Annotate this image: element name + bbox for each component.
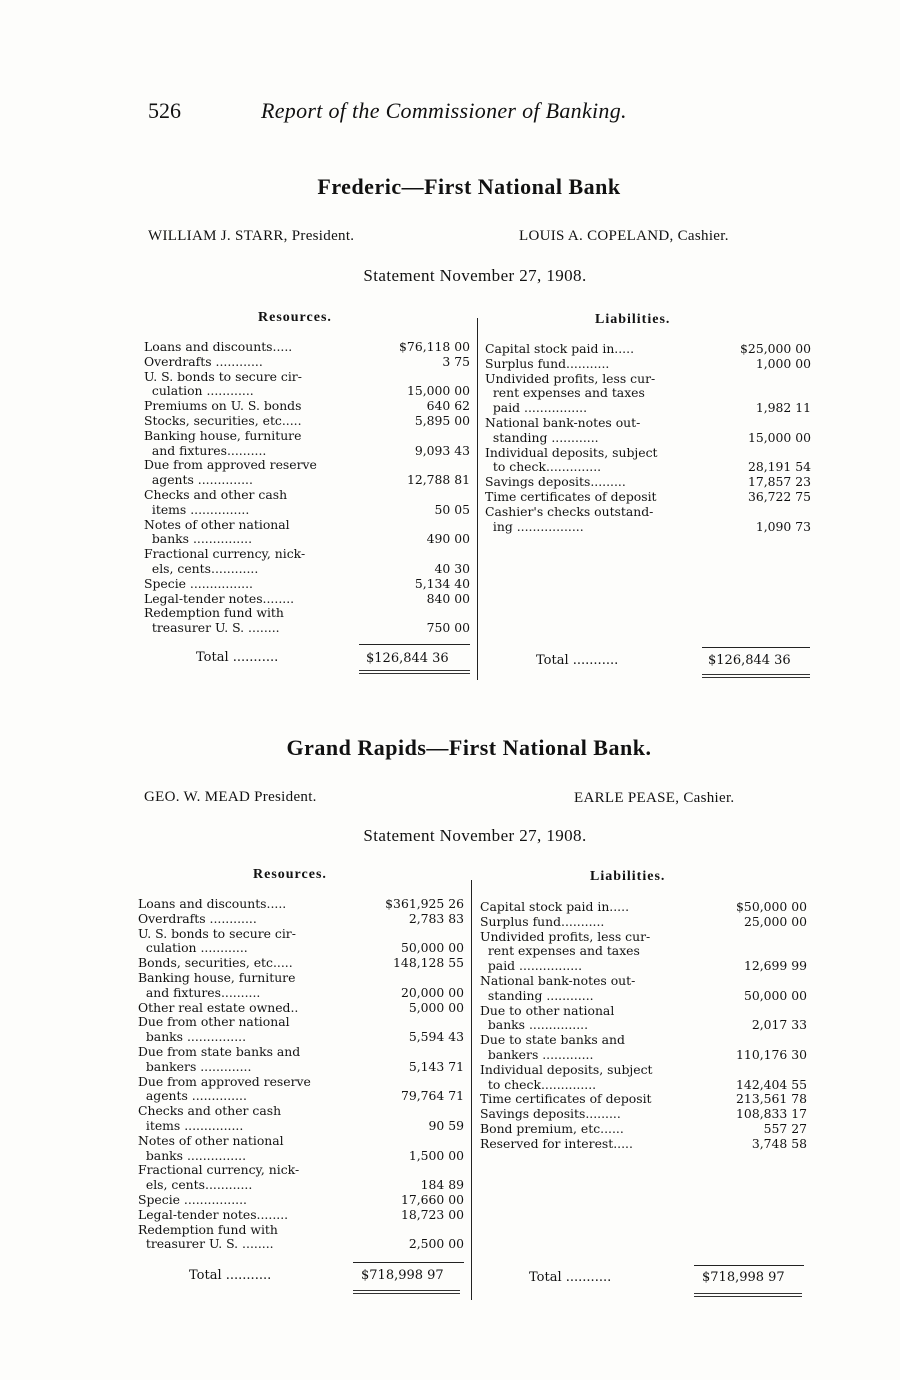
line-label: els, cents............ — [138, 1177, 253, 1193]
line-label: Surplus fund........... — [480, 913, 605, 929]
line-amount: 15,000 00 — [406, 383, 470, 399]
line-label: Bond premium, etc...... — [480, 1120, 624, 1136]
line-label: culation ............ — [138, 940, 248, 956]
resource-line — [144, 621, 470, 636]
liability-line — [485, 372, 811, 387]
liabilities-list — [485, 342, 811, 534]
line-label: National bank-notes out- — [480, 972, 636, 988]
line-label: standing ............ — [480, 987, 594, 1003]
line-label: Bonds, securities, etc..... — [138, 955, 293, 971]
line-amount: 1,000 00 — [755, 355, 811, 371]
line-label: Fractional currency, nick- — [144, 546, 306, 562]
resources-heading: Resources. — [253, 867, 327, 882]
line-amount: 557 27 — [763, 1120, 807, 1136]
liability-line — [485, 357, 811, 372]
liability-line — [480, 1122, 807, 1137]
line-label: Due from other national — [138, 1014, 290, 1030]
resource-line — [138, 897, 464, 912]
bank-title: Grand Rapids—First National Bank. — [286, 735, 652, 760]
resource-line — [138, 1030, 464, 1045]
resource-line — [144, 518, 470, 533]
line-label: Legal-tender notes........ — [144, 590, 295, 606]
line-amount: 25,000 00 — [743, 913, 807, 929]
line-label: Time certificates of deposit — [480, 1091, 652, 1107]
resources-total-value: $126,844 36 — [366, 651, 449, 666]
line-label: Due to other national — [480, 1002, 615, 1018]
line-label: Due from approved reserve — [138, 1073, 311, 1089]
line-label: banks ............... — [480, 1017, 589, 1033]
line-label: Savings deposits......... — [480, 1106, 621, 1122]
liabilities-total-value: $718,998 97 — [702, 1270, 785, 1285]
line-label: Individual deposits, subject — [485, 444, 658, 460]
line-label: paid ................ — [480, 958, 583, 974]
resources-double-rule — [359, 670, 470, 674]
line-label: standing ............ — [485, 429, 599, 445]
resource-line — [138, 1193, 464, 1208]
line-label: Savings deposits......... — [485, 474, 626, 490]
line-amount: 17,660 00 — [400, 1191, 464, 1207]
line-amount: 50,000 00 — [400, 940, 464, 956]
line-amount: 79,764 71 — [400, 1088, 464, 1104]
line-amount: 840 00 — [426, 590, 470, 606]
liability-line — [480, 944, 807, 959]
line-amount: 1,090 73 — [755, 518, 811, 534]
line-label: and fixtures.......... — [144, 442, 267, 458]
line-label: bankers ............. — [138, 1058, 252, 1074]
resources-total-value: $718,998 97 — [361, 1268, 444, 1283]
line-amount: 213,561 78 — [736, 1091, 807, 1107]
line-amount: $50,000 00 — [736, 899, 807, 914]
line-amount: 3 75 — [442, 353, 470, 369]
resources-list — [138, 897, 464, 1252]
resource-line — [144, 384, 470, 399]
line-amount: 15,000 00 — [747, 429, 811, 445]
line-label: Due to state banks and — [480, 1032, 625, 1048]
liability-line — [480, 974, 807, 989]
line-amount: 108,833 17 — [736, 1106, 807, 1122]
resource-line — [144, 562, 470, 577]
line-label: Redemption fund with — [144, 605, 284, 621]
line-label: Loans and discounts..... — [138, 896, 287, 911]
resource-line — [144, 473, 470, 488]
line-amount: 5,594 43 — [408, 1029, 464, 1045]
line-amount: 5,134 40 — [414, 575, 470, 591]
line-label: banks ............... — [138, 1029, 247, 1045]
liabilities-total-label: Total ........... — [529, 1270, 612, 1285]
line-label: Overdrafts ............ — [138, 910, 257, 926]
line-label: Capital stock paid in..... — [485, 341, 635, 356]
line-label: banks ............... — [138, 1147, 247, 1163]
resource-line — [144, 458, 470, 473]
line-label: Other real estate owned.. — [138, 999, 299, 1015]
line-label: National bank-notes out- — [485, 414, 641, 430]
resource-line — [144, 577, 470, 592]
resource-line — [144, 547, 470, 562]
line-label: Time certificates of deposit — [485, 488, 657, 504]
line-amount: 184 89 — [420, 1177, 464, 1193]
liability-line — [480, 900, 807, 915]
resource-line — [144, 532, 470, 547]
line-label: Premiums on U. S. bonds — [144, 398, 302, 414]
line-amount: $76,118 00 — [399, 339, 470, 354]
line-label: rent expenses and taxes — [480, 943, 640, 959]
line-amount: 5,895 00 — [414, 412, 470, 428]
resource-line — [138, 1163, 464, 1178]
line-label: Notes of other national — [144, 516, 290, 532]
page-number: 526 — [148, 98, 181, 123]
line-amount: 50 05 — [434, 501, 470, 517]
resources-double-rule — [353, 1290, 460, 1294]
liability-line — [480, 1137, 807, 1152]
resources-heading: Resources. — [258, 310, 332, 325]
resources-list — [144, 340, 470, 636]
line-label: culation ............ — [144, 383, 254, 399]
line-label: treasurer U. S. ........ — [144, 620, 280, 636]
line-label: items ............... — [144, 501, 250, 517]
resource-line — [144, 340, 470, 355]
line-label: Undivided profits, less cur- — [485, 370, 656, 386]
line-label: agents .............. — [144, 472, 253, 488]
resource-line — [138, 1104, 464, 1119]
resource-line — [144, 429, 470, 444]
line-label: Legal-tender notes........ — [138, 1206, 289, 1222]
liabilities-total-rule — [702, 647, 810, 648]
line-amount: 1,982 11 — [755, 400, 811, 416]
bank-title: Frederic—First National Bank — [317, 174, 621, 199]
column-divider — [471, 880, 472, 1300]
line-amount: 3,748 58 — [751, 1135, 807, 1151]
liability-line — [485, 505, 811, 520]
liability-line — [480, 1004, 807, 1019]
line-label: Due from state banks and — [138, 1043, 301, 1059]
line-label: Checks and other cash — [144, 486, 288, 502]
statement-date: Statement November 27, 1908. — [363, 826, 587, 845]
resource-line — [144, 399, 470, 414]
resource-line — [138, 1060, 464, 1075]
liability-line — [480, 915, 807, 930]
line-amount: $25,000 00 — [740, 341, 811, 356]
resource-line — [144, 355, 470, 370]
liabilities-total-rule — [694, 1265, 804, 1266]
line-amount: 110,176 30 — [736, 1046, 807, 1062]
resource-line — [144, 592, 470, 607]
president: WILLIAM J. STARR, President. — [148, 228, 355, 244]
line-amount: 90 59 — [428, 1117, 464, 1133]
line-amount: 18,723 00 — [400, 1206, 464, 1222]
liability-line — [485, 446, 811, 461]
resources-total-rule — [353, 1262, 464, 1263]
liability-line — [485, 342, 811, 357]
line-label: Redemption fund with — [138, 1221, 278, 1237]
resources-total-label: Total ........... — [196, 650, 279, 665]
line-amount: 148,128 55 — [393, 955, 464, 971]
line-label: Notes of other national — [138, 1132, 284, 1148]
line-label: Checks and other cash — [138, 1103, 282, 1119]
liability-line — [480, 1033, 807, 1048]
cashier: EARLE PEASE, Cashier. — [574, 790, 735, 806]
line-amount: 28,191 54 — [747, 459, 811, 475]
liability-line — [480, 1048, 807, 1063]
line-amount: 5,000 00 — [408, 999, 464, 1015]
line-label: items ............... — [138, 1117, 244, 1133]
line-label: U. S. bonds to secure cir- — [144, 368, 302, 384]
resource-line — [138, 1208, 464, 1223]
liabilities-double-rule — [702, 674, 810, 678]
liability-line — [485, 490, 811, 505]
line-amount: 2,783 83 — [408, 910, 464, 926]
resource-line — [144, 444, 470, 459]
column-divider — [477, 318, 478, 680]
line-amount: 142,404 55 — [736, 1076, 807, 1092]
resource-line — [138, 1001, 464, 1016]
line-label: Loans and discounts..... — [144, 339, 293, 354]
resource-line — [138, 912, 464, 927]
line-label: bankers ............. — [480, 1046, 594, 1062]
liability-line — [480, 1063, 807, 1078]
liabilities-total-value: $126,844 36 — [708, 653, 791, 668]
liabilities-total-label: Total ........... — [536, 653, 619, 668]
resource-line — [138, 927, 464, 942]
line-label: to check.............. — [480, 1076, 597, 1092]
running-title: Report of the Commissioner of Banking. — [261, 98, 627, 123]
resources-total-label: Total ........... — [189, 1268, 272, 1283]
line-label: treasurer U. S. ........ — [138, 1236, 274, 1252]
liability-line — [480, 930, 807, 945]
line-label: and fixtures.......... — [138, 984, 261, 1000]
resource-line — [138, 941, 464, 956]
line-label: Surplus fund........... — [485, 355, 610, 371]
resource-line — [144, 414, 470, 429]
resource-line — [138, 1045, 464, 1060]
line-amount: 20,000 00 — [400, 984, 464, 1000]
line-amount: 640 62 — [426, 398, 470, 414]
line-label: agents .............. — [138, 1088, 247, 1104]
liability-line — [480, 1107, 807, 1122]
liability-line — [480, 989, 807, 1004]
liabilities-heading: Liabilities. — [595, 312, 671, 327]
line-label: Banking house, furniture — [138, 969, 296, 985]
line-label: to check.............. — [485, 459, 602, 475]
line-amount: 2,500 00 — [408, 1236, 464, 1252]
liability-line — [480, 959, 807, 974]
liability-line — [480, 1018, 807, 1033]
line-amount: 40 30 — [434, 560, 470, 576]
resource-line — [138, 1149, 464, 1164]
line-label: Undivided profits, less cur- — [480, 928, 651, 944]
resources-total-rule — [359, 644, 470, 645]
resource-line — [138, 956, 464, 971]
line-amount: 12,699 99 — [743, 958, 807, 974]
statement-date: Statement November 27, 1908. — [363, 266, 587, 285]
liabilities-heading: Liabilities. — [590, 869, 666, 884]
line-amount: 36,722 75 — [747, 488, 811, 504]
line-label: Reserved for interest..... — [480, 1135, 633, 1151]
line-label: Banking house, furniture — [144, 427, 302, 443]
line-amount: 50,000 00 — [743, 987, 807, 1003]
liability-line — [485, 460, 811, 475]
resource-line — [138, 1237, 464, 1252]
president: GEO. W. MEAD President. — [144, 789, 317, 805]
liability-line — [485, 431, 811, 446]
liabilities-list — [480, 900, 807, 1152]
liability-line — [485, 401, 811, 416]
resource-line — [144, 606, 470, 621]
liabilities-double-rule — [694, 1293, 802, 1297]
page-header — [148, 98, 708, 128]
resource-line — [138, 1178, 464, 1193]
liability-line — [485, 475, 811, 490]
resource-line — [138, 1075, 464, 1090]
line-label: ing ................. — [485, 518, 584, 534]
line-label: Stocks, securities, etc..... — [144, 412, 302, 428]
liability-line — [480, 1078, 807, 1093]
line-label: U. S. bonds to secure cir- — [138, 925, 296, 941]
line-amount: 9,093 43 — [414, 442, 470, 458]
liability-line — [485, 520, 811, 535]
line-label: Overdrafts ............ — [144, 353, 263, 369]
line-amount: 17,857 23 — [747, 474, 811, 490]
resource-line — [138, 986, 464, 1001]
resource-line — [144, 370, 470, 385]
line-amount: 750 00 — [426, 620, 470, 636]
line-label: Cashier's checks outstand- — [485, 503, 654, 519]
resource-line — [138, 1089, 464, 1104]
resource-line — [144, 488, 470, 503]
line-amount: 12,788 81 — [406, 472, 470, 488]
line-amount: $361,925 26 — [385, 896, 464, 911]
line-label: Specie ................ — [144, 575, 253, 591]
line-label: Capital stock paid in..... — [480, 899, 630, 914]
liability-line — [485, 416, 811, 431]
line-label: banks ............... — [144, 531, 253, 547]
liability-line — [480, 1092, 807, 1107]
resource-line — [138, 1134, 464, 1149]
cashier: LOUIS A. COPELAND, Cashier. — [519, 228, 729, 244]
line-label: Individual deposits, subject — [480, 1061, 653, 1077]
line-label: els, cents............ — [144, 560, 259, 576]
resource-line — [138, 1119, 464, 1134]
liability-line — [485, 386, 811, 401]
line-label: Fractional currency, nick- — [138, 1162, 300, 1178]
line-amount: 490 00 — [426, 531, 470, 547]
line-label: Specie ................ — [138, 1191, 247, 1207]
resource-line — [144, 503, 470, 518]
resource-line — [138, 1015, 464, 1030]
line-amount: 5,143 71 — [408, 1058, 464, 1074]
line-label: paid ................ — [485, 400, 588, 416]
line-label: Due from approved reserve — [144, 457, 317, 473]
line-label: rent expenses and taxes — [485, 385, 645, 401]
line-amount: 2,017 33 — [751, 1017, 807, 1033]
resource-line — [138, 971, 464, 986]
resource-line — [138, 1223, 464, 1238]
line-amount: 1,500 00 — [408, 1147, 464, 1163]
